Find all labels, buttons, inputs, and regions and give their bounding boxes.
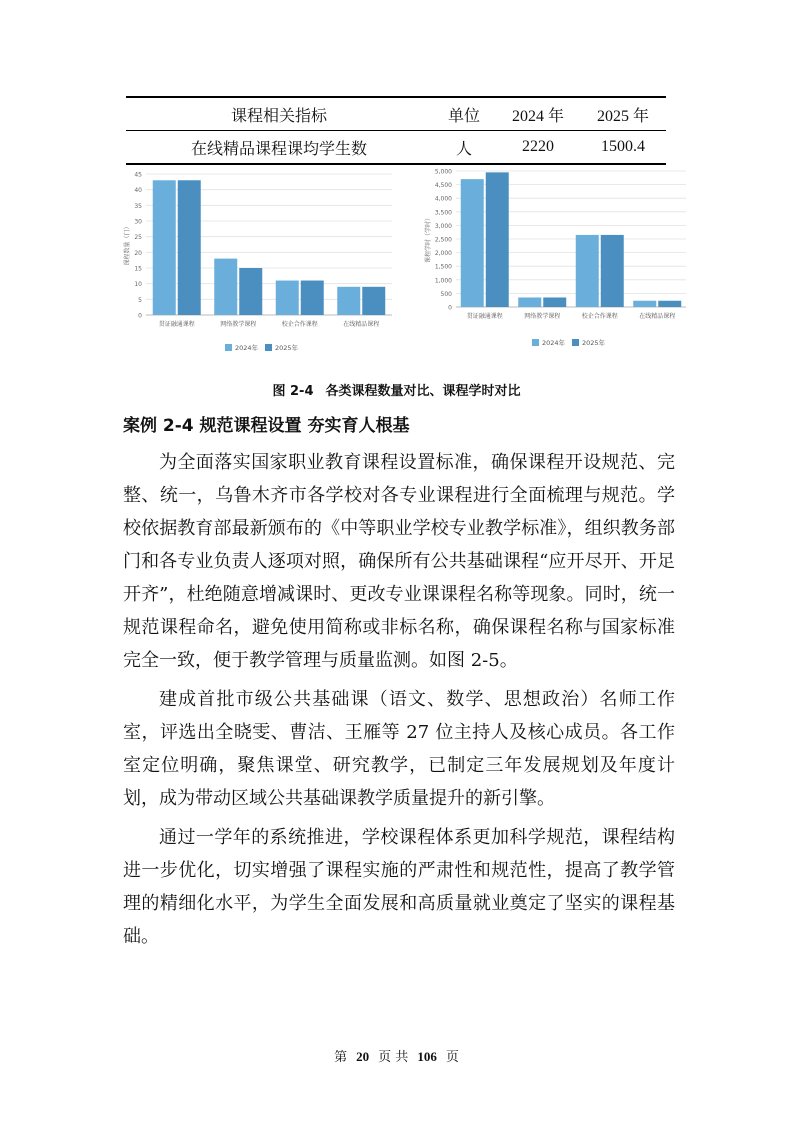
y-tick-label: 5 xyxy=(138,296,142,304)
table-header-cell: 课程相关指标 xyxy=(230,107,327,125)
y-axis-label: 课程学时（学时） xyxy=(425,214,432,264)
table-cell: 在线精品课程课均学生数 xyxy=(190,140,367,158)
table-header-cell: 单位 xyxy=(447,107,480,125)
bar xyxy=(518,297,541,307)
legend-label: 2024年 xyxy=(235,344,259,352)
x-tick-label: 校企合作课程 xyxy=(281,321,318,328)
chart-svg xyxy=(120,165,400,360)
bar xyxy=(178,180,201,315)
table-header-cell: 2025 年 xyxy=(596,107,649,125)
x-tick-label: 在线精品课程 xyxy=(343,321,380,328)
y-tick-label: 35 xyxy=(134,202,142,210)
bar xyxy=(543,297,566,307)
y-tick-label: 3,000 xyxy=(434,222,452,230)
page-total: 106 xyxy=(417,1049,437,1064)
y-tick-label: 40 xyxy=(134,187,142,195)
y-tick-label: 30 xyxy=(134,218,142,226)
y-tick-label: 45 xyxy=(134,171,142,179)
bar xyxy=(276,281,299,315)
bar xyxy=(486,172,509,307)
footer-prefix: 第 xyxy=(334,1050,348,1065)
page-footer xyxy=(0,1046,793,1065)
bar xyxy=(658,301,681,307)
table-cell: 2220 xyxy=(522,138,554,155)
x-tick-label: 网络教学课程 xyxy=(220,321,257,328)
body-text xyxy=(123,446,675,959)
legend-swatch xyxy=(572,339,579,346)
table-header-row xyxy=(126,98,666,130)
y-tick-label: 0 xyxy=(448,304,452,312)
x-tick-label: 在线精品课程 xyxy=(639,313,676,320)
y-tick-label: 25 xyxy=(134,234,142,242)
x-tick-label: 网络教学课程 xyxy=(524,313,561,320)
bar xyxy=(461,179,484,307)
course-count-chart xyxy=(120,165,400,360)
y-tick-label: 4,500 xyxy=(434,182,452,190)
y-tick-label: 5,000 xyxy=(434,168,452,176)
bar xyxy=(601,235,624,307)
bar xyxy=(362,287,385,315)
y-tick-label: 20 xyxy=(134,249,142,257)
y-tick-label: 500 xyxy=(440,290,452,298)
indicator-table xyxy=(126,96,666,165)
y-tick-label: 0 xyxy=(138,312,142,320)
x-tick-label: 校企合作课程 xyxy=(581,313,618,320)
paragraph: 建成首批市级公共基础课（语文、数学、思想政治）名师工作室，评选出全晓雯、曹洁、王雁等 27 位主持人及核心成员。各工作室定位明确，聚焦课堂、研究教学，已制定三年发展规划及年度计划，成为带动区域公共基础课教学质量提升的新引擎。 xyxy=(123,689,675,809)
y-tick-label: 10 xyxy=(134,281,142,289)
y-tick-label: 1,000 xyxy=(434,277,452,285)
bar xyxy=(239,268,262,315)
legend-label: 2025年 xyxy=(275,344,299,352)
bar xyxy=(153,180,176,315)
paragraph: 为全面落实国家职业教育课程设置标准，确保课程开设规范、完整、统一，乌鲁木齐市各学校对各专业课程进行全面梳理与规范。学校依据教育部最新颁布的《中等职业学校专业教学标准》，组织教务部门和各专业负责人逐项对照，确保所有公共基础课程“应开尽开、开足开齐”，杜绝随意增减课时、更改专业课课程名称等现象。同时，统一规范课程命名，避免使用简称或非标名称，确保课程名称与国家标准完全一致，便于教学管理与质量监测。如图 2-5。 xyxy=(123,452,675,671)
y-tick-label: 4,000 xyxy=(434,195,452,203)
bar xyxy=(301,281,324,315)
table-cell: 人 xyxy=(455,140,472,158)
table-row xyxy=(126,130,666,163)
x-tick-label: 贯证融通课程 xyxy=(158,321,195,328)
y-tick-label: 15 xyxy=(134,265,142,273)
y-axis-label: 课程数量（门） xyxy=(124,223,131,266)
y-tick-label: 3,500 xyxy=(434,209,452,217)
case-heading: 案例 2-4 规范课程设置 夯实育人根基 xyxy=(123,416,410,436)
y-tick-label: 2,500 xyxy=(434,236,452,244)
table-cell: 1500.4 xyxy=(601,138,645,155)
figure-caption-text: 各类课程数量对比、课程学时对比 xyxy=(325,384,521,399)
page-number: 20 xyxy=(356,1049,370,1064)
course-hours-chart xyxy=(422,162,690,357)
legend-swatch xyxy=(225,344,232,351)
paragraph: 通过一学年的系统推进，学校课程体系更加科学规范，课程结构进一步优化，切实增强了课程实施的严肃性和规范性，提高了教学管理的精细化水平，为学生全面发展和高质量就业奠定了坚实的课程基础。 xyxy=(123,827,675,947)
figure-caption xyxy=(0,380,793,399)
y-tick-label: 2,000 xyxy=(434,250,452,258)
bar xyxy=(337,287,360,315)
bar xyxy=(576,235,599,307)
legend-label: 2024年 xyxy=(542,339,566,347)
bar xyxy=(214,259,237,315)
footer-suffix: 页 xyxy=(445,1050,459,1065)
legend-swatch xyxy=(265,344,272,351)
table-header-cell: 2024 年 xyxy=(511,107,564,125)
bar xyxy=(633,301,656,307)
legend-label: 2025年 xyxy=(582,339,606,347)
chart-svg xyxy=(422,162,690,357)
x-tick-label: 贯证融通课程 xyxy=(466,313,503,320)
footer-mid: 页 共 xyxy=(378,1050,409,1065)
legend-swatch xyxy=(532,339,539,346)
y-tick-label: 1,500 xyxy=(434,263,452,271)
figure-number: 图 2-4 xyxy=(272,384,314,399)
